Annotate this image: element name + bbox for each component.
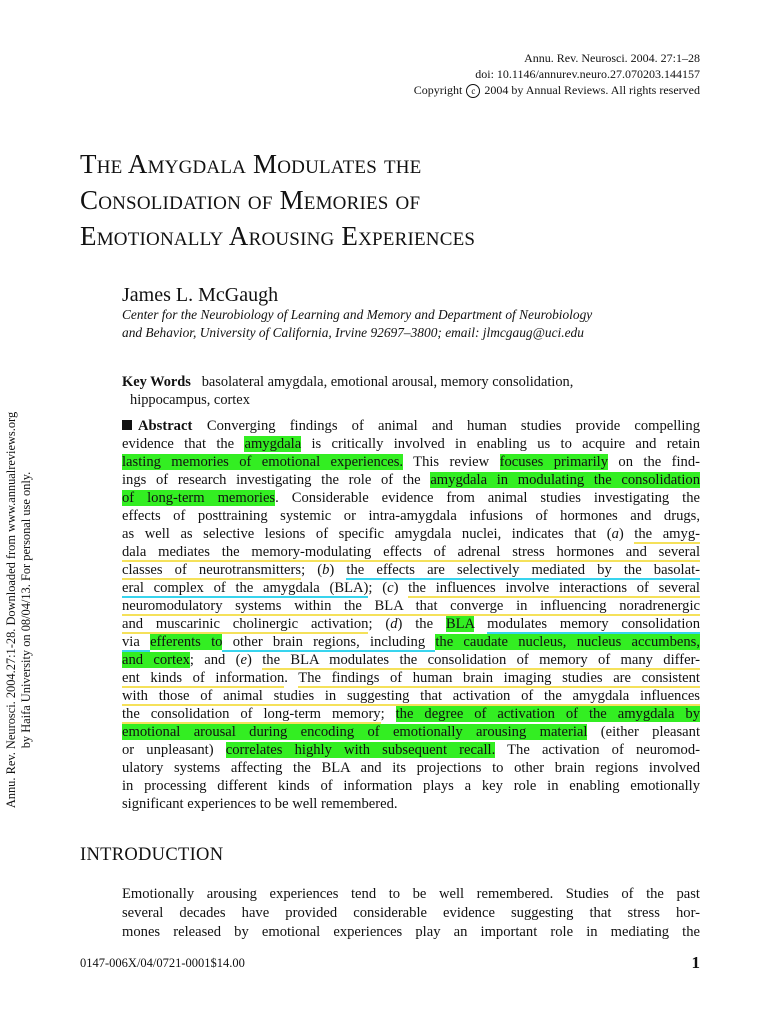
paragraph-line: mones released by emotional experiences play an important role in mediating the (122, 924, 700, 940)
page-number: 1 (691, 953, 700, 972)
abstract-text: Converging findings of animal and human studies provide compelling (206, 418, 700, 434)
yellow-underlined-text: the consolidation of long-term memory (122, 706, 381, 722)
copyright-text: 2004 by Annual Reviews. All rights reserved (484, 83, 700, 97)
abstract-text: ) (247, 652, 263, 668)
abstract-text: ; ( (301, 562, 323, 578)
abstract-line (122, 651, 700, 669)
abstract-text: The activation of neuromod- (495, 742, 700, 758)
abstract-text: ) the (397, 616, 446, 632)
yellow-underlined-text: classes of neurotransmitters (122, 562, 302, 578)
paragraph-line: several decades have provided considerable evidence suggesting that stress hor- (122, 905, 700, 921)
copyright-line (414, 82, 700, 98)
abstract-text (474, 616, 487, 632)
abstract-line (122, 687, 700, 705)
abstract-line (122, 705, 700, 723)
abstract-text: This review (403, 454, 500, 470)
abstract-text: e (240, 652, 248, 668)
abstract-text: (either pleasant (587, 724, 700, 740)
abstract-text: ings of research investigating the role of the (122, 472, 431, 488)
abstract-text: ulatory systems affecting the BLA and its projections to other brain regions involved (122, 760, 700, 776)
keywords-list-continued: hippocampus, cortex (130, 392, 250, 408)
copyright-icon: c (466, 84, 480, 98)
affiliation-line: and Behavior, University of California, Irvine 92697–3800; email: jlmcgaug@uci.edu (122, 325, 584, 340)
yellow-underlined-text: and muscarinic cholinergic activation (122, 616, 369, 632)
abstract-line (122, 525, 700, 543)
citation-line: Annu. Rev. Neurosci. 2004. 27:1–28 (524, 51, 700, 65)
journal-citation (414, 50, 700, 98)
highlighted-text: the degree of activation of the amygdala by (395, 706, 700, 722)
abstract-text: . Considerable evidence from animal studies investigating the (275, 490, 700, 506)
abstract-line (122, 435, 700, 453)
highlighted-text: and cortex (122, 652, 190, 668)
abstract-line (122, 453, 700, 471)
author-affiliation (122, 306, 712, 342)
doi-line: doi: 10.1146/annurev.neuro.27.070203.144157 (475, 67, 700, 81)
highlighted-text: focuses primarily (499, 454, 609, 470)
abstract-text: in processing different kinds of information plays a key role in enabling emotionally (122, 778, 700, 794)
abstract-line (122, 597, 700, 615)
abstract-text: b (322, 562, 330, 578)
abstract-line (122, 669, 700, 687)
abstract-text: ) (618, 526, 635, 542)
abstract-line (122, 561, 700, 579)
abstract-bullet-icon (122, 420, 132, 430)
abstract-line (122, 795, 700, 813)
cyan-underlined-text: other brain regions, including (222, 634, 436, 650)
abstract-line (122, 633, 700, 651)
highlighted-text: BLA (445, 616, 475, 632)
yellow-underlined-text: the BLA modulates the consolidation of memory of many differ- (262, 652, 700, 668)
abstract-text: ) (393, 580, 409, 596)
abstract-text: c (387, 580, 394, 596)
title-line: The Amygdala Modulates the (80, 149, 422, 179)
abstract-text: evidence that the (122, 436, 245, 452)
abstract-line (122, 615, 700, 633)
keywords-section (122, 373, 707, 409)
abstract-text: is critically involved in enabling us to acquire and retain (301, 436, 700, 452)
abstract-line (122, 777, 700, 795)
abstract-text: ; ( (368, 616, 391, 632)
keywords-list: basolateral amygdala, emotional arousal, memory consolidation, (201, 374, 574, 390)
abstract-line (122, 489, 700, 507)
abstract-line (122, 759, 700, 777)
yellow-underlined-text: with those of animal studies in suggesting that activation of the amygdala influences (122, 688, 700, 704)
yellow-underlined-text: The findings of human brain imaging studies are consistent (298, 670, 700, 686)
abstract-text: effects of posttraining systemic or intra-amygdala infusions of hormones and drugs, (122, 508, 700, 524)
yellow-underlined-text: the influences involve interactions of several (408, 580, 700, 596)
yellow-underlined-text: ent kinds of information (122, 670, 285, 686)
abstract-line (122, 723, 700, 741)
paragraph-line: Emotionally arousing experiences tend to be well remembered. Studies of the past (122, 886, 700, 902)
highlighted-text: amygdala (244, 436, 302, 452)
abstract-line (122, 579, 700, 597)
abstract-text: significant experiences to be well remembered. (122, 796, 398, 812)
section-heading-introduction: INTRODUCTION (80, 845, 224, 865)
copyright-label: Copyright (413, 83, 463, 97)
abstract-line (122, 417, 700, 435)
keywords-label: Key Words (122, 374, 191, 390)
abstract-line (122, 543, 700, 561)
abstract-text: on the find- (608, 454, 700, 470)
abstract-text: a (611, 526, 619, 542)
abstract-line (122, 741, 700, 759)
cyan-underlined-text: via (122, 634, 151, 650)
highlighted-text: emotional arousal during encoding of emotionally arousing material (122, 724, 588, 740)
abstract-section (122, 417, 700, 813)
highlighted-text: of long-term memories (122, 490, 276, 506)
download-watermark (4, 290, 34, 930)
highlighted-text: the caudate nucleus, nucleus accumbens, (435, 634, 700, 650)
highlighted-text: lasting memories of emotional experiences. (122, 454, 404, 470)
highlighted-text: amygdala in modulating the consolidation (430, 472, 700, 488)
abstract-text: d (390, 616, 398, 632)
yellow-underlined-text: dala mediates the memory-modulating effects of adrenal stress hormones and several (122, 544, 700, 560)
cyan-underlined-text: eral complex of the amygdala (BLA) (122, 580, 369, 596)
abstract-text: as well as selective lesions of specific amygdala nuclei, indicates that ( (122, 526, 612, 542)
title-line: Consolidation of Memories of (80, 185, 421, 215)
abstract-text: ; (380, 706, 396, 722)
highlighted-text: correlates highly with subsequent recall. (225, 742, 496, 758)
watermark-line: by Haifa University on 08/04/13. For personal use only. (19, 471, 33, 749)
affiliation-line: Center for the Neurobiology of Learning and Memory and Department of Neurobiology (122, 307, 593, 322)
abstract-text: ; ( (368, 580, 388, 596)
author-name: James L. McGaugh (122, 284, 279, 306)
abstract-line (122, 507, 700, 525)
yellow-underlined-text: neuromodulatory systems within the BLA that converge in influencing noradrenergic (122, 598, 700, 614)
watermark-line: Annu. Rev. Neurosci. 2004.27:1-28. Downloaded from www.annualreviews.org (4, 411, 18, 809)
title-line: Emotionally Arousing Experiences (80, 221, 476, 251)
cyan-underlined-text: the effects are selectively mediated by the basolat- (346, 562, 701, 578)
article-title (80, 146, 720, 254)
footer-code: 0147-006X/04/0721-0001$14.00 (80, 956, 245, 970)
introduction-text (122, 885, 700, 942)
cyan-underlined-text: modulates memory consolidation (487, 616, 700, 632)
abstract-text: or unpleasant) (122, 742, 226, 758)
abstract-label: Abstract (138, 418, 193, 434)
abstract-text: ; and ( (189, 652, 241, 668)
abstract-text: ) (329, 562, 347, 578)
abstract-text: . (284, 670, 299, 686)
abstract-line (122, 471, 700, 489)
highlighted-text: efferents to (150, 634, 223, 650)
yellow-underlined-text: the amyg- (634, 526, 700, 542)
